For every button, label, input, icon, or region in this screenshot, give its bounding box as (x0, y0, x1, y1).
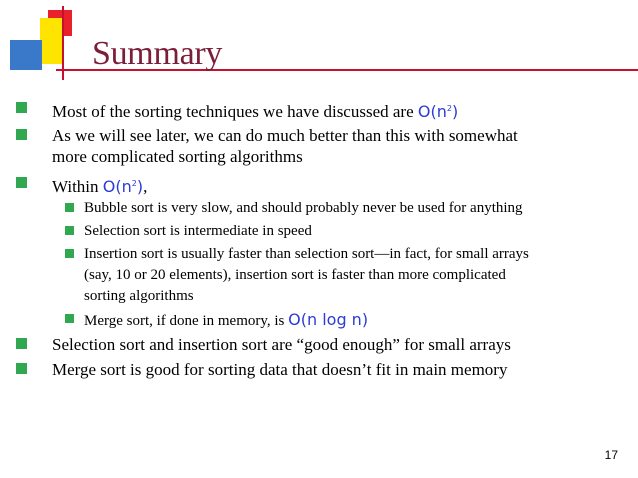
sub-bullet-3-line-3: sorting algorithms (84, 288, 194, 304)
bullet-2-line-1: As we will see later, we can do much better than this with somewhat (52, 126, 518, 145)
sub-bullet-3-line-1: Insertion sort is usually faster than selection sort—in fact, for small arrays (84, 246, 529, 262)
bullet-1 (52, 98, 612, 122)
bullet-square-icon (16, 102, 27, 113)
bullet-3: Within $O(n^2)$, (52, 173, 612, 197)
big-o-n-squared: $O(n^2)$ (102, 177, 144, 196)
sub-bullet-square-icon (65, 314, 74, 323)
sub-bullet-3 (84, 244, 594, 307)
bullet-1-text: Most of the sorting techniques we have discussed are (52, 102, 418, 121)
sub-bullet-square-icon (65, 203, 74, 212)
bullet-5-text: Merge sort is good for sorting data that doesn’t fit in main memory (52, 360, 508, 379)
bullet-square-icon (16, 129, 27, 140)
bullet-square-icon (16, 338, 27, 349)
sub-bullet-3-line-2: (say, 10 or 20 elements), insertion sort is faster than more complicated (84, 267, 506, 283)
sub-bullet-1 (84, 198, 594, 219)
big-o-n-log-n: O(n log n) (288, 310, 369, 329)
sub-bullet-4-text: Merge sort, if done in memory, is (84, 313, 289, 329)
bullet-3-text: Within (52, 177, 103, 196)
yellow-square (40, 18, 62, 64)
bullet-4 (52, 334, 612, 355)
sub-bullet-square-icon (65, 249, 74, 258)
bullet-square-icon (16, 177, 27, 188)
bullet-5 (52, 359, 612, 380)
slide-title: Summary (92, 35, 223, 72)
bullet-4-text: Selection sort and insertion sort are “good enough” for small arrays (52, 335, 511, 354)
bullet-2 (52, 125, 612, 167)
blue-square (10, 40, 42, 70)
big-o-n-squared: $O(n^2)$ (417, 102, 459, 121)
sub-bullet-2-text: Selection sort is intermediate in speed (84, 223, 312, 239)
bullet-square-icon (16, 363, 27, 374)
sub-bullet-2 (84, 221, 594, 242)
sub-bullet-1-text: Bubble sort is very slow, and should probably never be used for anything (84, 200, 523, 216)
page-number: 17 (604, 448, 618, 462)
slide-logo (0, 0, 100, 80)
bullet-2-line-2: more complicated sorting algorithms (52, 147, 303, 166)
sub-bullet-4 (84, 309, 594, 332)
sub-bullet-square-icon (65, 226, 74, 235)
